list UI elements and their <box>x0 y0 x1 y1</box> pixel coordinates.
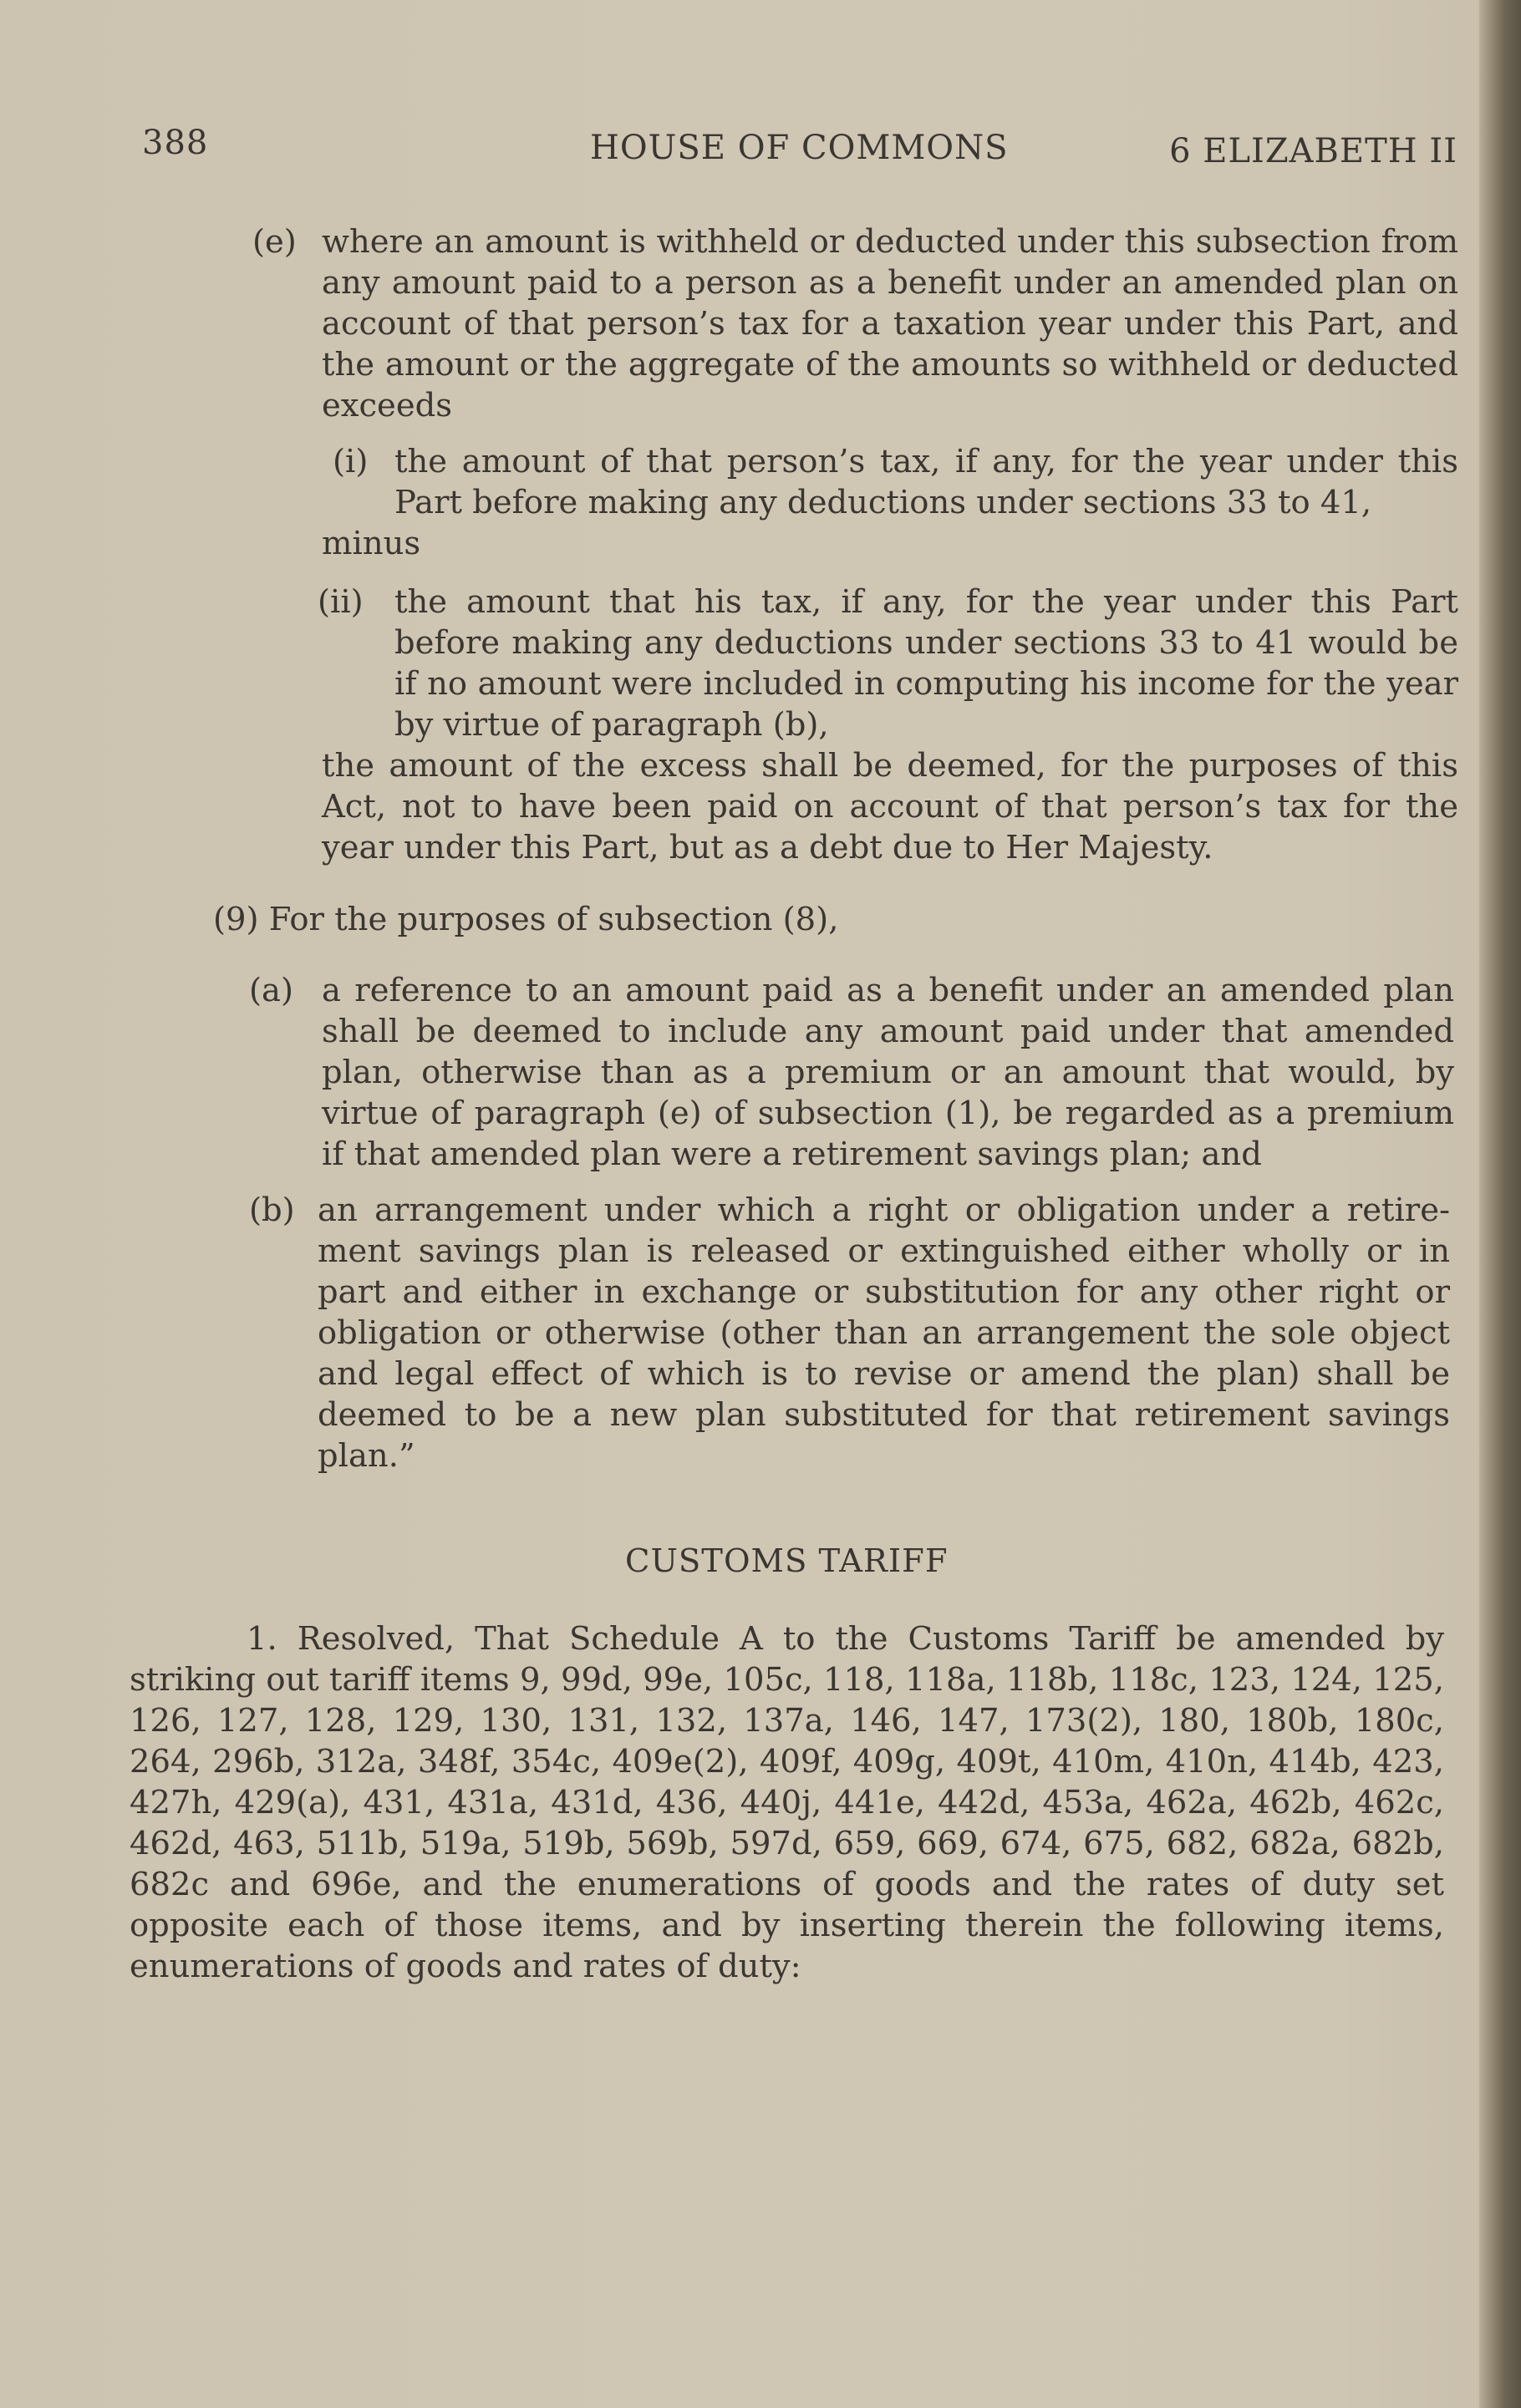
sub-i-text: the amount of that person’s tax, if any, for the year under this Part before making any deductions under sections 33 to 41, <box>394 443 1458 521</box>
sub-ii-text: the amount that his tax, if any, for the year under this Part before making any deductions under sections 33 to 41 would be if no amount were included in computing his income for the year by virtue of paragraph (b), <box>394 583 1458 744</box>
clause-e-conclusion: the amount of the excess shall be deemed, for the purposes of this Act, not to have been paid on account of that person’s tax for the year under this Part, but as a debt due to Her Majesty. <box>322 747 1458 866</box>
page-number: 388 <box>142 124 209 162</box>
page-title: HOUSE OF COMMONS <box>590 129 1009 167</box>
section-heading: CUSTOMS TARIFF <box>625 1542 949 1580</box>
clause-e-text: where an amount is withheld or deducted under this subsection from any amount paid to a person as a benefit under an amended plan on account of that person’s tax for a taxation year under this Part, and the amount or the aggregate of the amounts so withheld or deducted exceeds <box>322 223 1458 424</box>
clause-e-label: (e) <box>252 223 297 261</box>
para-b-text: an arrangement under which a right or obligation under a retirement savings plan is released or extinguished either wholly or in part and either in exchange or substitution for any other right or obligation or otherwise (other than an arrangement the sole object and legal effect of which is to revise or amend the plan) shall be deemed to be a new plan substituted for that retirement savings plan.” <box>318 1191 1450 1475</box>
para-a-label: (a) <box>249 972 293 1009</box>
book-spine <box>1479 0 1521 2408</box>
sub-ii-label: (ii) <box>318 583 364 621</box>
sub-i-tail: minus <box>322 525 421 562</box>
page-header <box>142 124 1457 174</box>
subsection-9-intro: (9) For the purposes of subsection (8), <box>213 901 839 938</box>
para-a-text: a reference to an amount paid as a benefit under an amended plan shall be deemed to include any amount paid under that amended plan, otherwise than as a premium or an amount that would, by virtue of paragraph (e) of subsection (1), be regarded as a premium if that amended plan were a retirement savings plan; and <box>322 972 1454 1173</box>
sub-i-label: (i) <box>333 443 369 480</box>
session-label: 6 ELIZABETH II <box>1169 132 1457 170</box>
para-b-label: (b) <box>249 1191 295 1229</box>
tariff-resolution: 1. Resolved, That Schedule A to the Customs Tariff be amended by striking out tariff items 9, 99d, 99e, 105c, 118, 118a, 118b, 118c, 123, 124, 125, 126, 127, 128, 129, 130, 131, 132, 137a, 146, 147, 173(2), 180, 180b, 180c, 264, 296b, 312a, 348f, 354c, 409e(2), 409f, 409g, 409t, 410m, 410n, 414b, 423, 427h, 429(a), 431, 431a, 431d, 436, 440j, 441e, 442d, 453a, 462a, 462b, 462c, 462d, 463, 511b, 519a, 519b, 569b, 597d, 659, 669, 674, 675, 682, 682a, 682b, 682c and 696e, and the enumerations of goods and the rates of duty set opposite each of those items, and by inserting therein the following items, enumerations of goods and rates of duty: <box>130 1620 1444 1985</box>
